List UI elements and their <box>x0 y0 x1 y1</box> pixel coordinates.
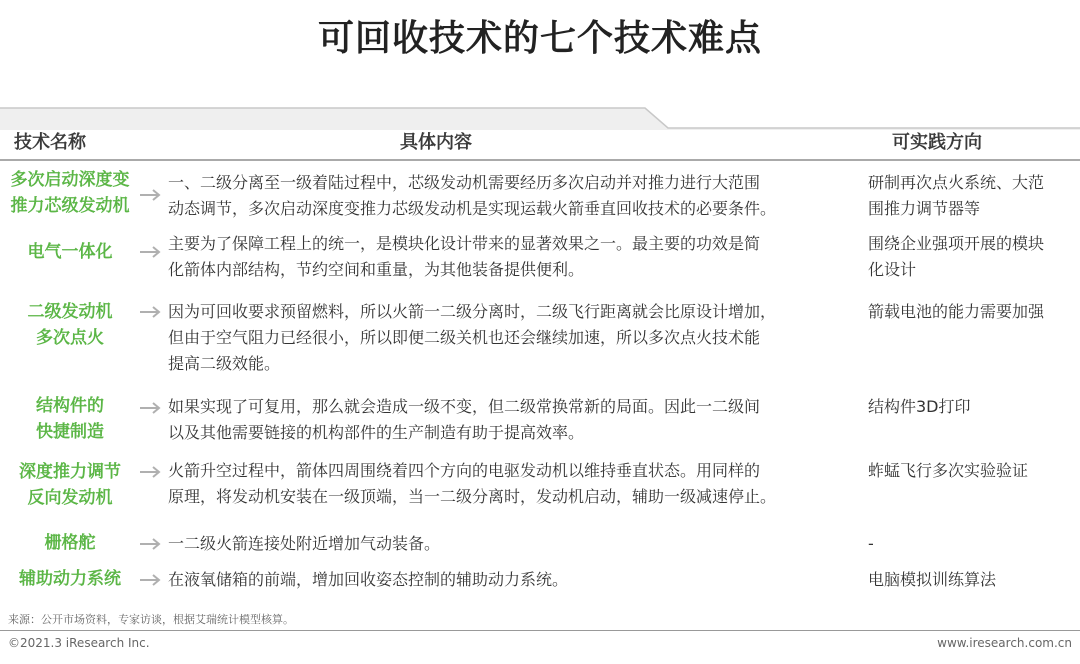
content-text: 在液氧储箱的前端，增加回收姿态控制的辅助动力系统。 <box>168 570 569 589</box>
content-text: 因为可回收要求预留燃料，所以火箭一二级分离时，二级飞行距离就会比原设计增加， 但由于空气阻力已经很小，所以即便二级关机也还会继续加速，所以多次点火技术能 提高二级效能。 <box>168 302 777 373</box>
direction-text: 围绕企业强项开展的模块 化设计 <box>868 234 1045 279</box>
header-direction: 可实践方向 <box>892 132 982 153</box>
direction-text: 结构件3D打印 <box>868 397 971 416</box>
tech-name: 栅格舵 <box>44 533 96 553</box>
source-note: 来源：公开市场资料，专家访谈，根据艾瑞统计模型核算。 <box>8 613 294 626</box>
tech-name: 电气一体化 <box>27 242 113 262</box>
tech-name: 多次启动深度变 推力芯级发动机 <box>10 170 130 216</box>
direction-text: - <box>868 534 874 553</box>
content-text: 如果实现了可复用，那么就会造成一级不变，但二级常换常新的局面。因此一二级间 以及其他需要链接的机构部件的生产制造有助于提高效率。 <box>168 397 761 442</box>
content-text: 一、二级分离至一级着陆过程中，芯级发动机需要经历多次启动并对推力进行大范围 动态调节，多次启动深度变推力芯级发动机是实现运载火箭垂直回收技术的必要条件。 <box>168 173 777 218</box>
header-content: 具体内容 <box>400 132 472 153</box>
arrow-right-icon <box>140 538 162 550</box>
footer-divider <box>0 630 1080 631</box>
direction-text: 研制再次点火系统、大范 围推力调节器等 <box>868 173 1045 218</box>
arrow-right-icon <box>140 574 162 586</box>
copyright: ©2021.3 iResearch Inc. <box>8 636 150 650</box>
direction-text: 箭载电池的能力需要加强 <box>868 302 1045 321</box>
arrow-right-icon <box>140 466 162 478</box>
tech-name: 二级发动机 多次点火 <box>27 302 113 348</box>
header-tech-name: 技术名称 <box>14 132 86 153</box>
content-text: 一二级火箭连接处附近增加气动装备。 <box>168 534 441 553</box>
direction-text: 电脑模拟训练算法 <box>868 570 997 589</box>
tech-name: 深度推力调节 反向发动机 <box>19 462 121 508</box>
website-link[interactable]: www.iresearch.com.cn <box>937 636 1072 650</box>
tech-name: 结构件的 快捷制造 <box>36 396 104 442</box>
content-text: 主要为了保障工程上的统一，是模块化设计带来的显著效果之一。最主要的功效是简 化箭体内部结构，节约空间和重量，为其他装备提供便利。 <box>168 234 761 279</box>
arrow-right-icon <box>140 402 162 414</box>
arrow-right-icon <box>140 189 162 201</box>
header-decoration <box>0 100 1080 130</box>
arrow-right-icon <box>140 306 162 318</box>
direction-text: 蚱蜢飞行多次实验验证 <box>868 461 1029 480</box>
tech-name: 辅助动力系统 <box>19 569 121 589</box>
header-divider <box>0 159 1080 161</box>
content-text: 火箭升空过程中，箭体四周围绕着四个方向的电驱发动机以维持垂直状态。用同样的 原理，将发动机安装在一级顶端，当一二级分离时，发动机启动，辅助一级减速停止。 <box>168 461 777 506</box>
arrow-right-icon <box>140 246 162 258</box>
page-title: 可回收技术的七个技术难点 <box>317 18 762 59</box>
